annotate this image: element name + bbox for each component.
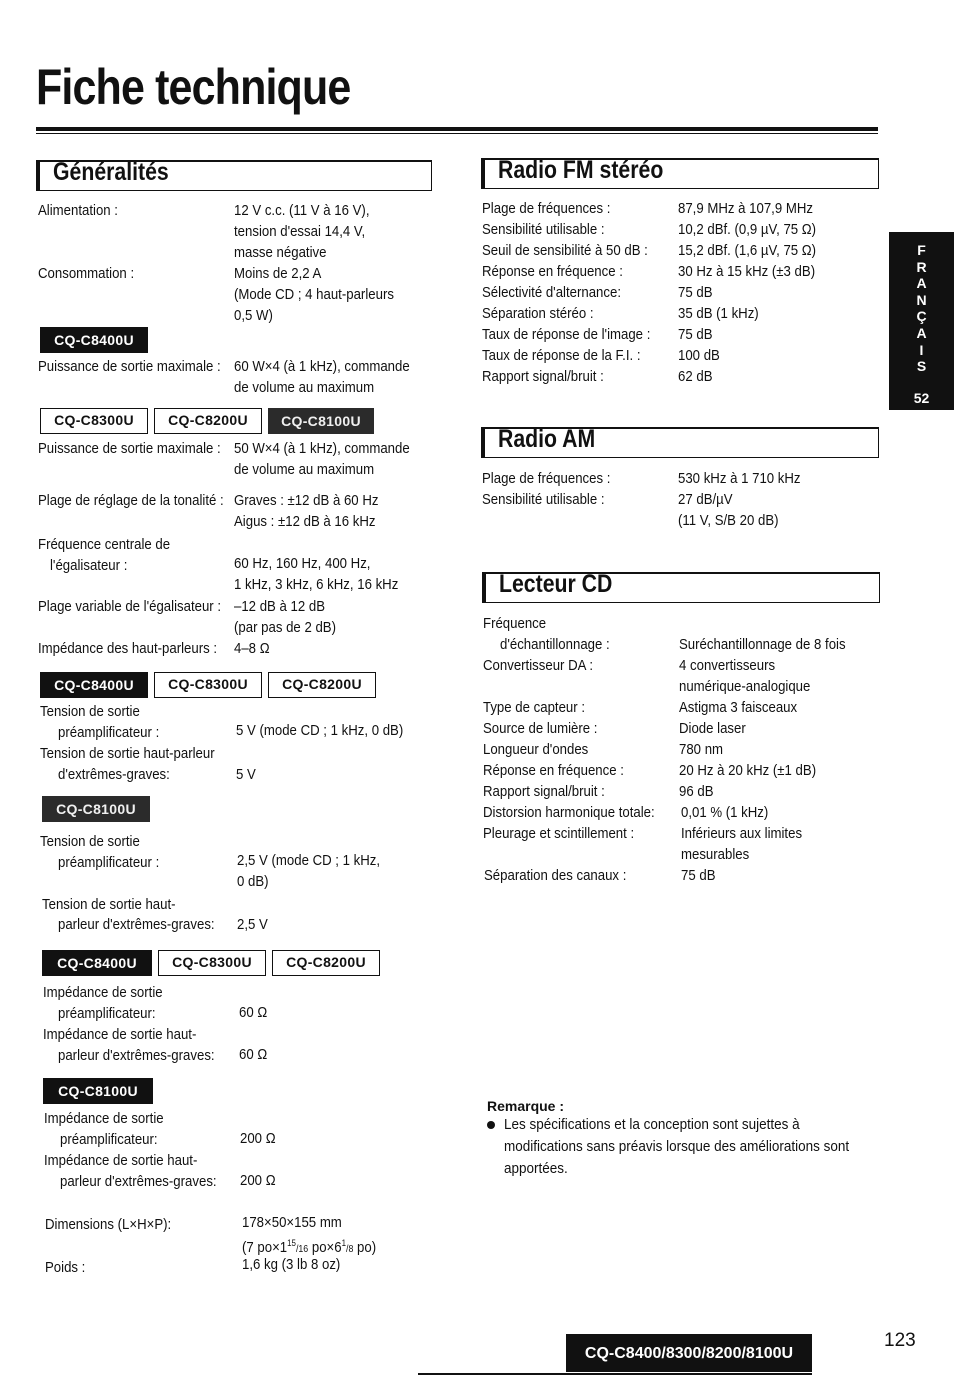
- spec-label: Puissance de sortie maximale :: [38, 440, 221, 457]
- spec-label: Dimensions (L×H×P):: [45, 1216, 172, 1233]
- spec-label: Seuil de sensibilité à 50 dB :: [482, 242, 648, 259]
- spec-value: 30 Hz à 15 kHz (±3 dB): [678, 263, 816, 280]
- spec-label: d'extrêmes-graves:: [58, 766, 170, 783]
- spec-label: Longueur d'ondes: [483, 741, 589, 758]
- spec-label: Impédance de sortie: [43, 984, 163, 1001]
- section-lecteur-cd: [482, 572, 880, 603]
- spec-label: Plage de fréquences :: [482, 470, 611, 487]
- spec-value: 60 W×4 (à 1 kHz), commande: [234, 358, 410, 375]
- section-radio-am: [481, 427, 879, 458]
- spec-label: Tension de sortie haut-: [42, 896, 176, 913]
- spec-label: préamplificateur:: [58, 1005, 156, 1022]
- model-badge-c8200: CQ-C8200U: [268, 672, 376, 698]
- model-badge-c8200: CQ-C8200U: [272, 950, 380, 976]
- spec-value: tension d'essai 14,4 V,: [234, 223, 366, 240]
- spec-label: parleur d'extrêmes-graves:: [58, 916, 215, 933]
- spec-value: 4 convertisseurs: [679, 657, 776, 674]
- spec-label: parleur d'extrêmes-graves:: [60, 1173, 217, 1190]
- spec-value: Suréchantillonnage de 8 fois: [679, 636, 846, 653]
- footer-model-bar: CQ-C8400/8300/8200/8100U: [566, 1334, 812, 1372]
- language-tab: [889, 232, 954, 410]
- tab-letter: A: [916, 324, 927, 341]
- spec-label: Pleurage et scintillement :: [483, 825, 635, 842]
- spec-value: 60 Ω: [239, 1046, 268, 1063]
- spec-label: Convertisseur DA :: [483, 657, 594, 674]
- spec-label: Poids :: [45, 1259, 86, 1276]
- spec-value: Graves : ±12 dB à 60 Hz: [234, 492, 379, 509]
- spec-label: Réponse en fréquence :: [482, 263, 623, 280]
- spec-label: Impédance de sortie haut-: [44, 1152, 198, 1169]
- spec-value: Aigus : ±12 dB à 16 kHz: [234, 513, 376, 530]
- spec-value: Diode laser: [679, 720, 746, 737]
- bullet-icon: [487, 1121, 495, 1129]
- spec-value: masse négative: [234, 244, 327, 261]
- spec-value: 75 dB: [678, 326, 713, 343]
- spec-label: d'échantillonnage :: [500, 636, 610, 653]
- spec-label: Alimentation :: [38, 202, 118, 219]
- model-badge-c8300: CQ-C8300U: [40, 408, 148, 434]
- section-title: Radio FM stéréo: [498, 156, 664, 184]
- spec-value: 10,2 dBf. (0,9 µV, 75 Ω): [678, 221, 817, 238]
- spec-value: 5 V: [236, 766, 256, 783]
- spec-value: (7 $po\times 1^{15}/16$ $po\times 6^1/8$ po): [242, 1238, 377, 1256]
- tab-letter: S: [916, 358, 927, 375]
- spec-value: 27 dB/µV: [678, 491, 733, 508]
- note-text: Les spécifications et la conception sont sujettes à modifications sans préavis lorsque des améliorations sont apportées.: [504, 1116, 850, 1177]
- spec-value: 0,5 W): [234, 307, 273, 324]
- spec-label: Fréquence centrale de: [38, 536, 171, 553]
- spec-label: Plage variable de l'égalisateur :: [38, 598, 222, 615]
- spec-value: 0,01 % (1 kHz): [681, 804, 769, 821]
- tab-letter: A: [916, 275, 927, 292]
- spec-value: 12 V c.c. (11 V à 16 V),: [234, 202, 370, 219]
- note-title: Remarque :: [487, 1098, 565, 1114]
- spec-value: 75 dB: [681, 867, 716, 884]
- tab-letter: I: [919, 341, 924, 358]
- tab-letter: R: [916, 258, 927, 275]
- model-badge-c8100: CQ-C8100U: [268, 408, 374, 434]
- spec-value: 96 dB: [679, 783, 714, 800]
- section-title: Lecteur CD: [499, 570, 613, 598]
- spec-label: Séparation stéréo :: [482, 305, 594, 322]
- page-title: Fiche technique: [36, 59, 351, 115]
- spec-value: 35 dB (1 kHz): [678, 305, 759, 322]
- spec-value: 530 kHz à 1 710 kHz: [678, 470, 801, 487]
- language-tab-page: 52: [913, 390, 930, 406]
- spec-label: Consommation :: [38, 265, 135, 282]
- spec-value: 100 dB: [678, 347, 720, 364]
- spec-value: 15,2 dBf. (1,6 µV, 75 Ω): [678, 242, 817, 259]
- tab-letter: N: [916, 291, 927, 308]
- spec-value: (par pas de 2 dB): [234, 619, 336, 636]
- spec-value: 2,5 V: [237, 916, 268, 933]
- spec-value: 780 nm: [679, 741, 724, 758]
- spec-value: 60 Ω: [239, 1004, 268, 1021]
- section-title: Généralités: [53, 158, 169, 186]
- spec-value: 60 Hz, 160 Hz, 400 Hz,: [234, 555, 371, 572]
- spec-value: 5 V (mode CD ; 1 kHz, 0 dB): [236, 722, 404, 739]
- tab-letter: Ç: [916, 308, 927, 325]
- spec-label: Sensibilité utilisable :: [482, 221, 605, 238]
- spec-label: Tension de sortie: [40, 833, 140, 850]
- spec-label: Impédance de sortie: [44, 1110, 164, 1127]
- spec-label: Tension de sortie: [40, 703, 140, 720]
- spec-label: Sensibilité utilisable :: [482, 491, 605, 508]
- spec-value: (Mode CD ; 4 haut-parleurs: [234, 286, 394, 303]
- spec-label: préamplificateur :: [58, 724, 160, 741]
- spec-label: Fréquence: [483, 615, 547, 632]
- spec-label: Distorsion harmonique totale:: [483, 804, 655, 821]
- model-badge-c8100: CQ-C8100U: [42, 796, 150, 822]
- page-number: 123: [884, 1330, 916, 1351]
- spec-value: (11 V, S/B 20 dB): [678, 512, 779, 529]
- spec-label: Impédance de sortie haut-: [43, 1026, 197, 1043]
- spec-value: de volume au maximum: [234, 461, 375, 478]
- spec-value: 50 W×4 (à 1 kHz), commande: [234, 440, 410, 457]
- spec-label: Taux de réponse de la F.I. :: [482, 347, 641, 364]
- model-badge-c8100: CQ-C8100U: [43, 1078, 153, 1104]
- section-title: Radio AM: [498, 425, 596, 453]
- spec-label: Source de lumière :: [483, 720, 598, 737]
- spec-label: l'égalisateur :: [50, 557, 128, 574]
- section-generalites: [36, 160, 432, 191]
- tab-letter: F: [917, 242, 926, 258]
- model-badge-c8400: CQ-C8400U: [40, 327, 148, 353]
- title-rule: [36, 127, 878, 131]
- spec-value: 20 Hz à 20 kHz (±1 dB): [679, 762, 817, 779]
- spec-label: Plage de fréquences :: [482, 200, 611, 217]
- spec-label: Réponse en fréquence :: [483, 762, 624, 779]
- spec-label: Taux de réponse de l'image :: [482, 326, 651, 343]
- model-badge-c8300: CQ-C8300U: [154, 672, 262, 698]
- spec-label: Plage de réglage de la tonalité :: [38, 492, 224, 509]
- spec-value: 62 dB: [678, 368, 713, 385]
- spec-label: préamplificateur:: [60, 1131, 158, 1148]
- spec-label: parleur d'extrêmes-graves:: [58, 1047, 215, 1064]
- spec-label: Rapport signal/bruit :: [483, 783, 605, 800]
- spec-value: 200 Ω: [240, 1172, 276, 1189]
- spec-label: Tension de sortie haut-parleur: [40, 745, 215, 762]
- spec-value: numérique-analogique: [679, 678, 811, 695]
- spec-label: Puissance de sortie maximale :: [38, 358, 221, 375]
- spec-value: 87,9 MHz à 107,9 MHz: [678, 200, 813, 217]
- spec-value: 75 dB: [678, 284, 713, 301]
- spec-label: Impédance des haut-parleurs :: [38, 640, 218, 657]
- spec-value: 200 Ω: [240, 1130, 276, 1147]
- spec-label: Séparation des canaux :: [484, 867, 627, 884]
- spec-label: Rapport signal/bruit :: [482, 368, 604, 385]
- title-rule-thin: [36, 133, 878, 134]
- section-radio-fm: [481, 158, 879, 189]
- spec-label: Sélectivité d'alternance:: [482, 284, 622, 301]
- spec-value: 0 dB): [237, 873, 269, 890]
- model-badge-c8300: CQ-C8300U: [158, 950, 266, 976]
- spec-value: 178×50×155 mm: [242, 1214, 342, 1231]
- spec-value: 2,5 V (mode CD ; 1 kHz,: [237, 852, 381, 869]
- spec-value: mesurables: [681, 846, 750, 863]
- spec-value: 4–8 Ω: [234, 640, 270, 657]
- model-badge-c8400: CQ-C8400U: [42, 950, 152, 976]
- spec-label: Type de capteur :: [483, 699, 585, 716]
- spec-label: préamplificateur :: [58, 854, 160, 871]
- spec-value: 1 kHz, 3 kHz, 6 kHz, 16 kHz: [234, 576, 399, 593]
- spec-value: Inférieurs aux limites: [681, 825, 803, 842]
- spec-value: Astigma 3 faisceaux: [679, 699, 798, 716]
- spec-value: 1,6 kg (3 lb 8 oz): [242, 1256, 341, 1273]
- model-badge-c8200: CQ-C8200U: [154, 408, 262, 434]
- language-tab-letters: [889, 242, 954, 375]
- spec-value: de volume au maximum: [234, 379, 375, 396]
- spec-value: –12 dB à 12 dB: [234, 598, 326, 615]
- spec-value: Moins de 2,2 A: [234, 265, 322, 282]
- model-badge-c8400: CQ-C8400U: [40, 672, 148, 698]
